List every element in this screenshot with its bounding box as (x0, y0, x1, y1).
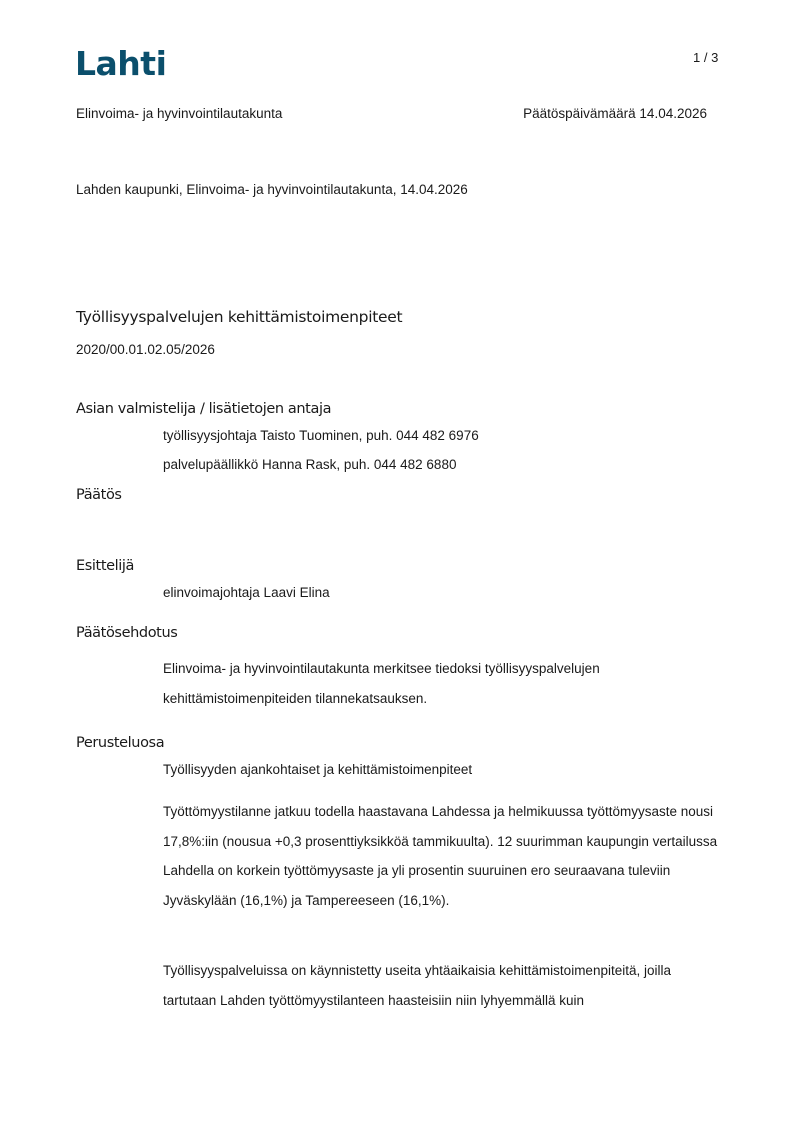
presenter-line: elinvoimajohtaja Laavi Elina (163, 585, 330, 600)
preparer-line: palvelupäällikkö Hanna Rask, puh. 044 482 6880 (163, 457, 457, 472)
matter-title: Työllisyyspalvelujen kehittämistoimenpiteet (76, 308, 403, 326)
rationale-heading: Perusteluosa (76, 735, 165, 751)
matter-reference: 2020/00.01.02.05/2026 (76, 342, 215, 357)
place-line: Lahden kaupunki, Elinvoima- ja hyvinvointilautakunta, 14.04.2026 (76, 182, 468, 197)
proposal-text: Elinvoima- ja hyvinvointilautakunta merkitsee tiedoksi työllisyyspalvelujen kehittämistoimenpiteiden tilannekatsauksen. (163, 661, 600, 706)
lahti-logo: Lahti (75, 44, 167, 83)
preparer-heading: Asian valmistelija / lisätietojen antaja (76, 401, 332, 417)
rationale-paragraph: Työttömyystilanne jatkuu todella haastavana Lahdessa ja helmikuussa työttömyysaste nousi 17,8%:iin (nousua +0,3 prosenttiyksikköä tammikuulta). 12 suurimman kaupungin vertailussa Lahdella on korkein työttömyysaste ja yli prosentin suuruinen ero seuraavana tuleviin Jyväskylään (16,1%) ja Tampereeseen (16,1%). (163, 804, 718, 908)
rationale-subheading: Työllisyyden ajankohtaiset ja kehittämistoimenpiteet (163, 762, 473, 777)
presenter-heading: Esittelijä (76, 558, 135, 574)
committee-name: Elinvoima- ja hyvinvointilautakunta (76, 106, 283, 121)
proposal-heading: Päätösehdotus (76, 625, 178, 641)
page-number: 1 / 3 (693, 50, 719, 65)
decision-heading: Päätös (76, 487, 122, 503)
decision-date: Päätöspäivämäärä 14.04.2026 (523, 106, 707, 121)
preparer-line: työllisyysjohtaja Taisto Tuominen, puh. 044 482 6976 (163, 428, 479, 443)
rationale-paragraph: Työllisyyspalveluissa on käynnistetty useita yhtäaikaisia kehittämistoimenpiteitä, joilla tartutaan Lahden työttömyystilanteen haasteisiin niin lyhyemmällä kuin (163, 963, 671, 1008)
